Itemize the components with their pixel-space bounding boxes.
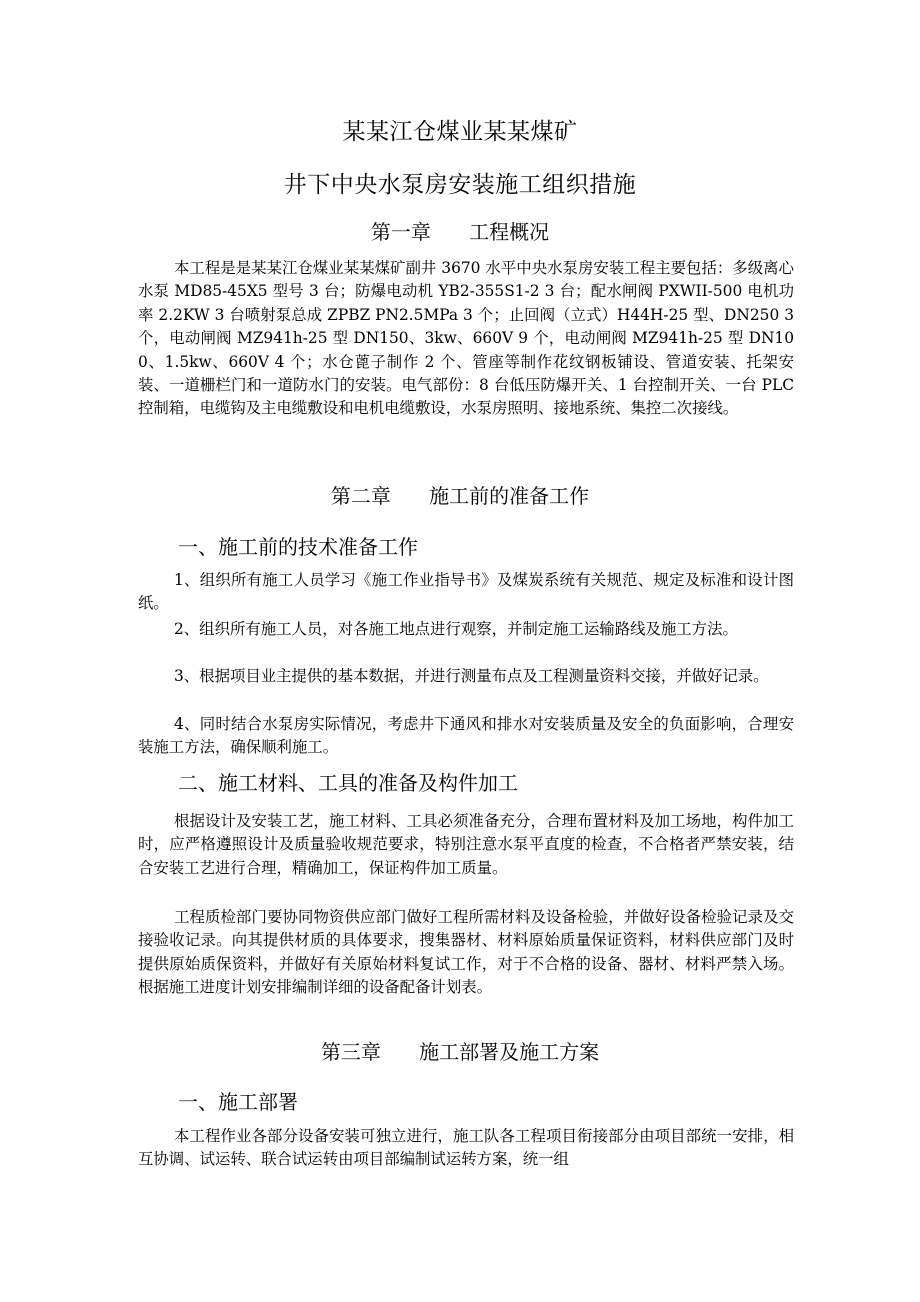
chapter2-section1-paragraph-1: 1、组织所有施工人员学习《施工作业指导书》及煤炭系统有关规范、规定及标准和设计图纸。	[138, 571, 794, 613]
chapter1-paragraph-1: 本工程是是某某江仓煤业某某煤矿副井 3670 水平中央水泵房安装工程主要包括：多级离心水泵 MD85-45X5 型号 3 台；防爆电动机 YB2-355S1-2 3 台；配水闸阀 PXWII-500 电机功率 2.2KW 3 台喷射泵总成 ZPBZ PN2.5MPa 3 个；止回阀（立式）H44H-25 型、DN250 3 个，电动闸阀 MZ941h-25 型 DN150、3kw、660V 9 个，电动闸阀 MZ941h-25 型 DN100、1.5kw、660V 4 个；水仓蓖子制作 2 个、管座等制作花纹钢板铺设、管道安装、托架安装、一道栅栏门和一道防水门的安装。电气部份：8 台低压防爆开关、1 台控制开关、一台 PLC 控制箱，电缆钩及主电缆敷设和电机电缆敷设，水泵房照明、接地系统、集控二次接线。	[138, 259, 794, 418]
chapter3-section1-paragraph-1: 本工程作业各部分设备安装可独立进行，施工队各工程项目衔接部分由项目部统一安排，相互协调、试运转、联合试运转由项目部编制试运转方案，统一组	[138, 1127, 794, 1169]
chapter2-section2-paragraph-1: 根据设计及安装工艺，施工材料、工具必须准备充分，合理布置材料及加工场地，构件加工时，应严格遵照设计及质量验收规范要求，特别注意水泵平直度的检查，不合格者严禁安装，结合安装工艺进行合理，精确加工，保证构件加工质量。	[138, 812, 794, 877]
chapter3-heading: 第三章 施工部署及施工方案	[320, 1040, 600, 1064]
chapter3-section1-heading: 一、施工部署	[178, 1090, 298, 1114]
chapter2-section1-paragraph-2: 2、组织所有施工人员，对各施工地点进行观察，并制定施工运输路线及施工方法。	[174, 620, 738, 638]
chapter2-section2-paragraph-2: 工程质检部门要协同物资供应部门做好工程所需材料及设备检验，并做好设备检验记录及交接验收记录。向其提供材质的具体要求，搜集器材、材料原始质量保证资料，材料供应部门及时提供原始质保资料，并做好有关原始材料复试工作，对于不合格的设备、器材、材料严禁入场。根据施工进度计划安排编制详细的设备配备计划表。	[138, 908, 794, 997]
chapter2-heading: 第二章 施工前的准备工作	[330, 484, 590, 508]
chapter2-section2-heading: 二、施工材料、工具的准备及构件加工	[178, 771, 518, 795]
chapter2-section1-heading: 一、施工前的技术准备工作	[178, 535, 418, 559]
document-title-line2: 井下中央水泵房安装施工组织措施	[283, 172, 637, 198]
chapter2-section1-paragraph-3: 3、根据项目业主提供的基本数据，并进行测量布点及工程测量资料交接，并做好记录。	[174, 667, 769, 685]
chapter2-section1-paragraph-4: 4、同时结合水泵房实际情况，考虑井下通风和排水对安装质量及安全的负面影响，合理安装施工方法，确保顺利施工。	[138, 715, 794, 757]
document-title-line1: 某某江仓煤业某某煤矿	[342, 119, 578, 145]
chapter1-heading: 第一章 工程概况	[370, 220, 550, 244]
